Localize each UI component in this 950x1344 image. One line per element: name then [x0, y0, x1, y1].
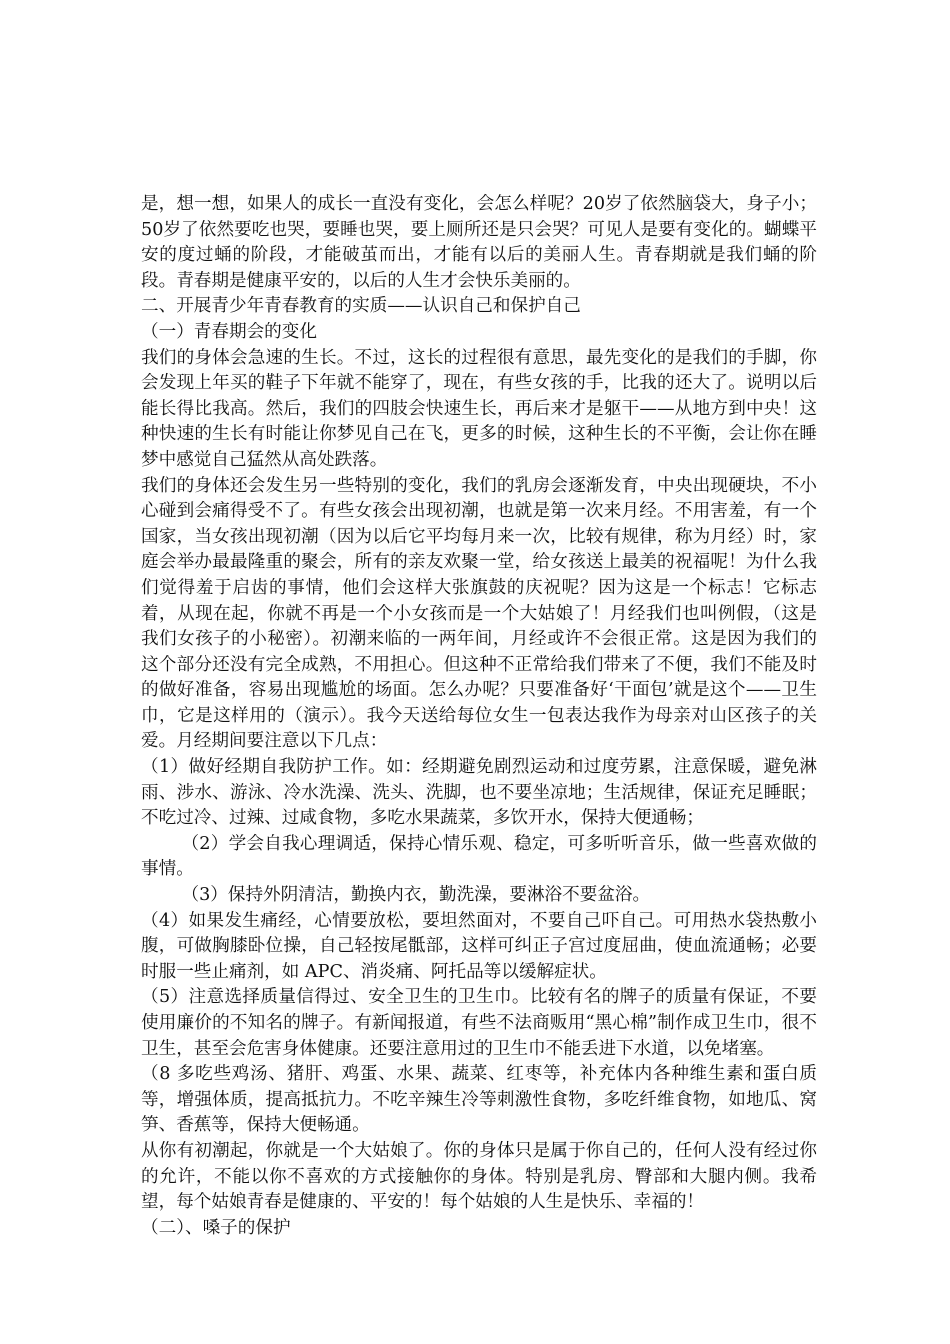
subsection-heading-throat-protection: （二）、嗓子的保护 — [141, 1217, 291, 1238]
paragraph-body-protection: 从你有初潮起，你就是一个大姑娘了。你的身体只是属于你自己的，任何人没有经过你的允许，不能以你不喜欢的方式接触你的身体。特别是乳房、臀部和大腿内侧。我希望，每个姑娘青春是健康的、平安的！每个姑娘的人生是快乐、幸福的！ — [141, 1140, 817, 1213]
paragraph-point-8: （8 多吃些鸡汤、猪肝、鸡蛋、水果、蔬菜、红枣等，补充体内各种维生素和蛋白质等，增强体质，提高抵抗力。不吃辛辣生冷等刺激性食物，多吃纤维食物，如地瓜、窝笋、香蕉等，保持大便畅通。 — [141, 1064, 817, 1136]
section-heading-2: 二、开展青少年青春教育的实质——认识自己和保护自己 — [141, 296, 581, 317]
paragraph-point-2: （2）学会自我心理调适，保持心情乐观、稳定，可多听听音乐，做一些喜欢做的事情。 — [141, 833, 817, 880]
paragraph-body-growth: 我们的身体会急速的生长。不过，这长的过程很有意思，最先变化的是我们的手脚，你会发现上年买的鞋子下年就不能穿了，现在，有些女孩的手，比我的还大了。说明以后能长得比我高。然后，我们的四肢会快速生长，再后来才是躯干——从地方到中央！这种快速的生长有时能让你梦见自己在飞，更多的时候，这种生长的不平衡，会让你在睡梦中感觉自己猛然从高处跌落。 — [141, 347, 817, 470]
document-page — [141, 192, 817, 1241]
paragraph-point-1: （1）做好经期自我防护工作。如：经期避免剧烈运动和过度劳累，注意保暖，避免淋雨、涉水、游泳、冷水洗澡、洗头、洗脚，也不要坐凉地；生活规律，保证充足睡眠；不吃过冷、过辣、过咸食物，多吃水果蔬菜，多饮开水，保持大便通畅； — [141, 757, 817, 829]
paragraph-point-4: （4）如果发生痛经，心情要放松，要坦然面对，不要自己吓自己。可用热水袋热敷小腹，可做胸膝卧位操，自己轻按尾骶部，这样可纠正子宫过度屈曲，使血流通畅；必要时服一些止痛剂，如 APC、消炎痛、阿托品等以缓解症状。 — [141, 910, 817, 982]
paragraph-lesson-intro: 是，想一想，如果人的成长一直没有变化，会怎么样呢？20岁了依然脑袋大，身子小；50岁了依然要吃也哭，要睡也哭，要上厕所还是只会哭？可见人是要有变化的。蝴蝶平安的度过蛹的阶段，才能破茧而出，才能有以后的美丽人生。青春期就是我们蛹的阶段。青春期是健康平安的，以后的人生才会快乐美丽的。 — [141, 194, 817, 291]
paragraph-menstruation: 我们的身体还会发生另一些特别的变化，我们的乳房会逐渐发育，中央出现硬块，不小心碰到会痛得受不了。有些女孩会出现初潮，也就是第一次来月经。不用害羞，有一个国家，当女孩出现初潮（因为以后它平均每月来一次，比较有规律，称为月经）时，家庭会举办最最隆重的聚会，所有的亲友欢聚一堂，给女孩送上最美的祝福呢！为什么我们觉得羞于启齿的事情，他们会这样大张旗鼓的庆祝呢？因为这是一个标志！它标志着，从现在起，你就不再是一个小女孩而是一个大姑娘了！月经我们也叫例假，（这是我们女孩子的小秘密）。初潮来临的一两年间，月经或许不会很正常。这是因为我们的这个部分还没有完全成熟，不用担心。但这种不正常给我们带来了不便，我们不能及时的做好准备，容易出现尴尬的场面。怎么办呢？只要准备好‘干面包’就是这个——卫生巾，它是这样用的（演示）。我今天送给每位女生一包表达我作为母亲对山区孩子的关爱。月经期间要注意以下几点： — [141, 475, 817, 752]
subsection-heading-puberty-changes: （一）青春期会的变化 — [141, 321, 317, 342]
paragraph-point-3: （3）保持外阴清洁，勤换内衣，勤洗澡，要淋浴不要盆浴。 — [181, 885, 651, 906]
paragraph-point-5: （5）注意选择质量信得过、安全卫生的卫生巾。比较有名的牌子的质量有保证，不要使用廉价的不知名的牌子。有新闻报道，有些不法商贩用“黑心棉”制作成卫生巾，很不卫生，甚至会危害身体健康。还要注意用过的卫生巾不能丢进下水道，以免堵塞。 — [141, 987, 817, 1059]
